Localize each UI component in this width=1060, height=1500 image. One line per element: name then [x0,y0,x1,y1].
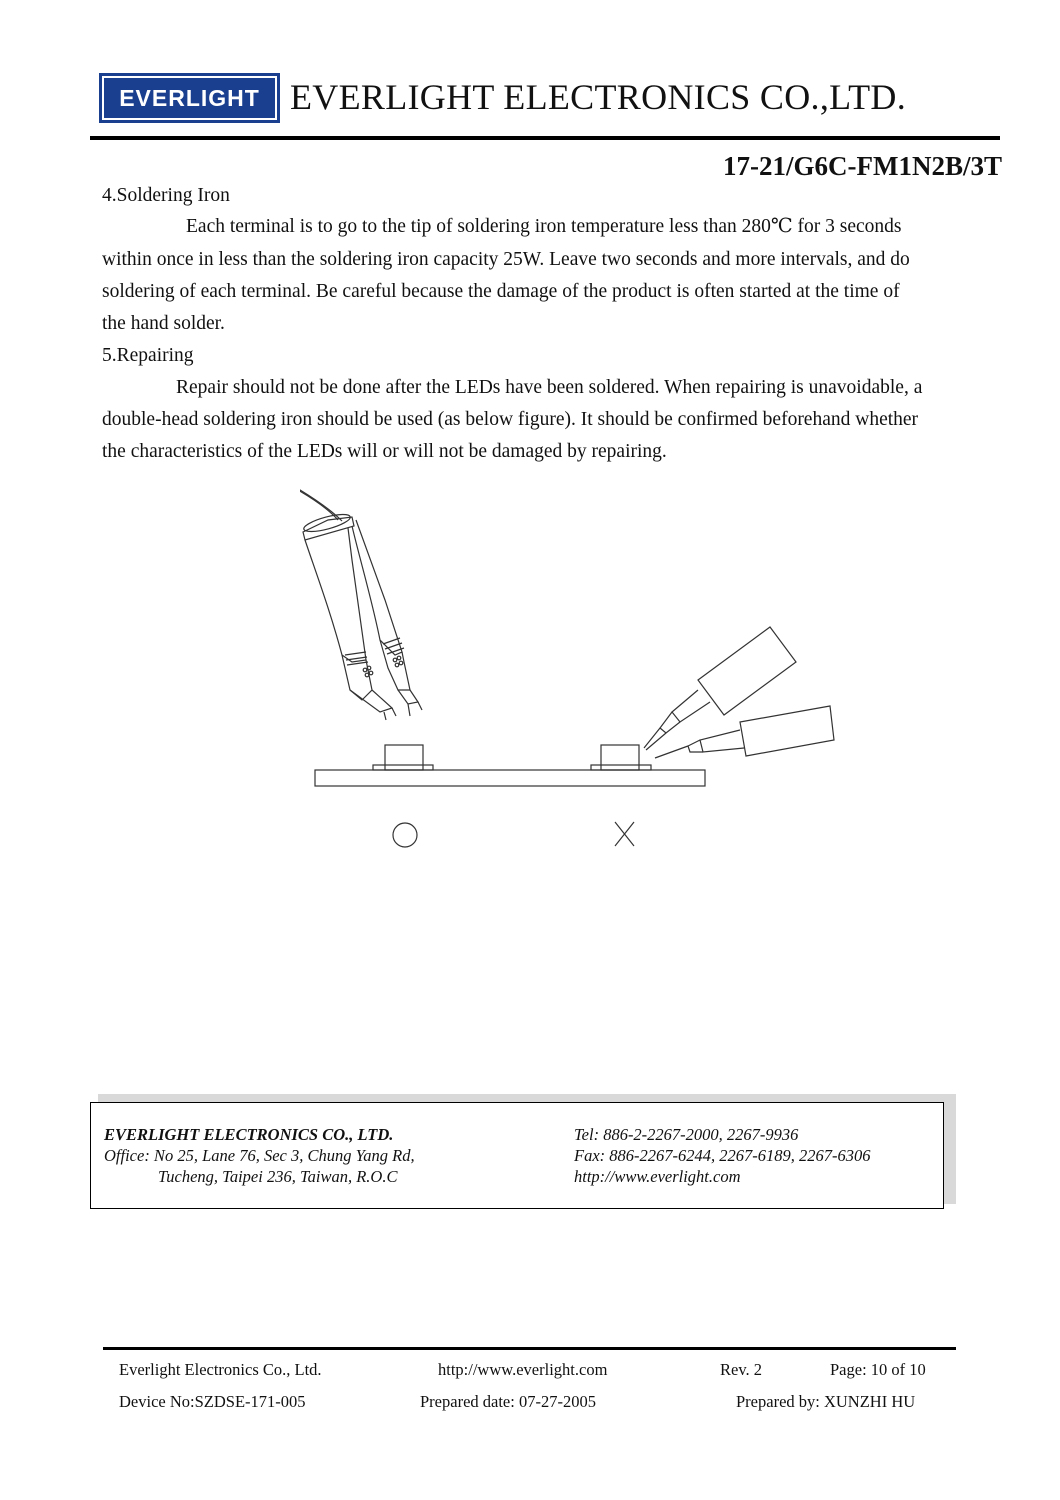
led-left [385,745,423,770]
footer-url[interactable]: http://www.everlight.com [438,1360,608,1379]
paragraph-line: the characteristics of the LEDs will or will not be damaged by repairing. [102,441,667,462]
iron-cable [300,475,338,520]
x-mark-icon [615,822,634,846]
footer-divider [103,1347,956,1350]
footer-page: Page: 10 of 10 [830,1360,926,1379]
paragraph-line: Repair should not be done after the LEDs have been soldered. When repairing is unavoidable, a [176,377,923,398]
section-title-repairing: 5.Repairing [102,345,194,366]
repair-soldering-figure [300,468,860,858]
contact-fax: Fax: 886-2267-6244, 2267-6189, 2267-6306 [574,1146,871,1165]
header-divider [90,136,1000,140]
circle-icon [393,823,417,847]
contact-tel: Tel: 886-2-2267-2000, 2267-9936 [574,1125,799,1144]
contact-office-line1: Office: No 25, Lane 76, Sec 3, Chung Yang Rd, [104,1146,415,1165]
company-logo [99,73,280,123]
contact-company: EVERLIGHT ELECTRONICS CO., LTD. [104,1125,394,1144]
single-soldering-iron-icon [644,627,796,750]
circuit-board [315,770,705,786]
logo-text: EVERLIGHT [104,78,275,118]
double-head-soldering-iron-icon [302,511,422,720]
led-right [601,745,639,770]
company-name: EVERLIGHT ELECTRONICS CO.,LTD. [290,77,906,117]
contact-office-line2: Tucheng, Taipei 236, Taiwan, R.O.C [158,1167,398,1186]
paragraph-line: Each terminal is to go to the tip of soldering iron temperature less than 280℃ for 3 seconds [186,216,902,237]
paragraph-line: within once in less than the soldering iron capacity 25W. Leave two seconds and more intervals, and do [102,249,910,270]
footer-device-no: Device No:SZDSE-171-005 [119,1392,306,1411]
paragraph-line: soldering of each terminal. Be careful because the damage of the product is often started at the time of [102,281,900,302]
section-title-soldering-iron: 4.Soldering Iron [102,185,230,206]
single-soldering-iron-icon [655,706,834,758]
footer-prepared-date: Prepared date: 07-27-2005 [420,1392,596,1411]
contact-web[interactable]: http://www.everlight.com [574,1167,741,1186]
footer-company: Everlight Electronics Co., Ltd. [119,1360,322,1379]
footer-prepared-by: Prepared by: XUNZHI HU [736,1392,916,1411]
footer-rev: Rev. 2 [720,1360,763,1379]
part-number: 17-21/G6C-FM1N2B/3T [723,151,1002,181]
paragraph-line: double-head soldering iron should be used (as below figure). It should be confirmed beforehand whether [102,409,919,430]
paragraph-line: the hand solder. [102,313,225,334]
